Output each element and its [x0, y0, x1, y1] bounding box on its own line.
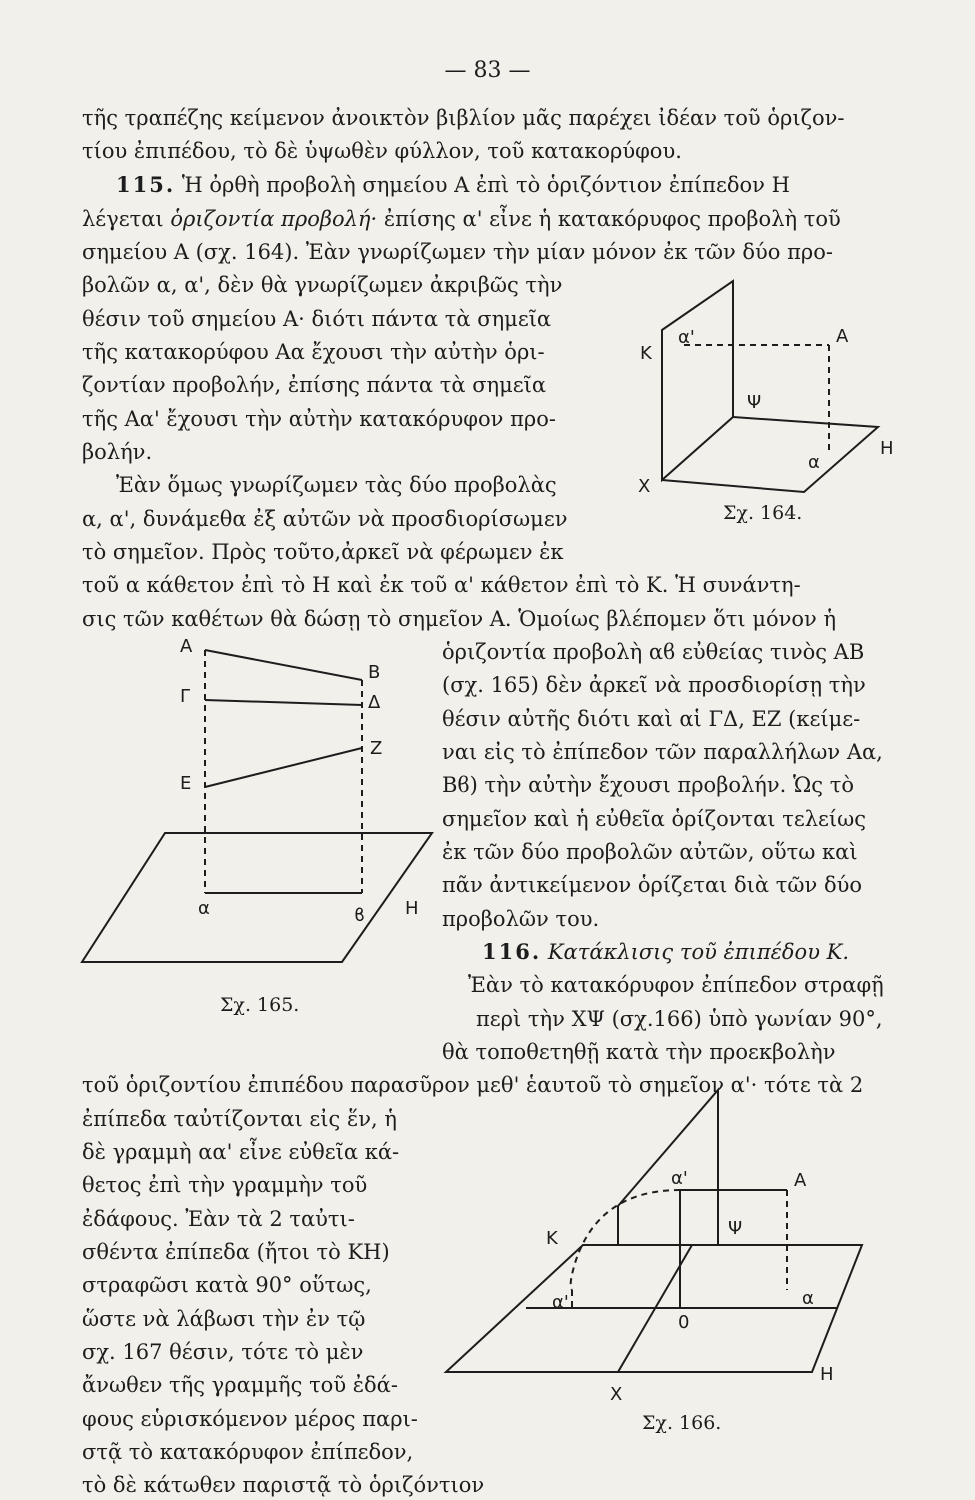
fig165-label-d: Δ [368, 692, 381, 713]
text-line: στᾷ τὸ κατακόρυφον ἐπίπεδον, [82, 1440, 414, 1464]
text-line: ζοντίαν προβολήν, ἐπίσης πάντα τὰ σημεῖα [82, 373, 547, 397]
text-line: Βϐ) τὴν αὐτὴν ἔχουσι προβολήν. Ὡς τὸ [442, 773, 854, 797]
fig164-label-psi: Ψ [747, 392, 762, 413]
section-115-number: 115. [116, 172, 176, 197]
fig164-label-h: Η [880, 438, 894, 459]
text-line: βολῶν α, α', δὲν θὰ γνωρίζωμεν ἀκριβῶς τὴν [82, 273, 563, 297]
fig166-label-a-prime-top: α' [671, 1168, 688, 1189]
fig166-label-psi: Ψ [728, 1218, 743, 1239]
text-line: ἐκ τῶν δύο προβολῶν αὐτῶν, οὕτω καὶ [442, 840, 858, 864]
fig166-label-a-upper: Α [794, 1170, 807, 1191]
text-line: πᾶν ἀντικείμενον ὁρίζεται διὰ τῶν δύο [442, 873, 862, 897]
fig165-label-e: Ε [180, 773, 192, 794]
text-line: τῆς Αα' ἔχουσι τὴν αὐτὴν κατακόρυφον προ- [82, 407, 556, 431]
text-line: ἄνωθεν τῆς γραμμῆς τοῦ ἐδά- [82, 1373, 398, 1397]
fig165-label-a-lower: α [198, 898, 210, 919]
text-line: ὁριζοντία προβολὴ αϐ εὐθείας τινὸς ΑΒ [442, 640, 865, 664]
fig164-caption: Σχ. 164. [723, 502, 803, 524]
fig164-label-k: Κ [640, 343, 652, 364]
text-line: σημεῖον καὶ ἡ εὐθεῖα ὁρίζονται τελείως [442, 807, 867, 831]
fig166-label-h: Η [820, 1364, 834, 1385]
fig165-label-b-lower: ϐ [354, 905, 366, 926]
text-line: προβολῶν του. [442, 907, 600, 931]
text-line: Ἐὰν τὸ κατακόρυφον ἐπίπεδον στραφῇ [468, 973, 884, 997]
text-line: τοῦ ὁριζοντίου ἐπιπέδου παρασῦρον μεθ' ἑαυτοῦ τὸ σημεῖον α'· τότε τὰ 2 [82, 1073, 864, 1097]
text-line: ὥστε νὰ λάβωσι τὴν ἐν τῷ [82, 1307, 366, 1331]
text-line: θέσιν τοῦ σημείου Α· διότι πάντα τὰ σημεῖα [82, 307, 552, 331]
text-span: ἐπίσης α' εἶνε ἡ κατακόρυφος προβολὴ τοῦ [377, 207, 841, 231]
fig165-label-b: Β [368, 662, 381, 683]
text-line: τοῦ α κάθετον ἐπὶ τὸ Η καὶ ἐκ τοῦ α' κάθετον ἐπὶ τὸ Κ. Ἡ συνάντη- [82, 573, 801, 597]
text-line: φους εὑρισκόμενον μέρος παρι- [82, 1407, 418, 1431]
fig166-label-x: Χ [610, 1384, 623, 1405]
text-line: τῆς τραπέζης κείμενον ἀνοικτὸν βιβλίον μᾶς παρέχει ἰδέαν τοῦ ὁριζον- [82, 106, 845, 130]
fig166-rotation-arc [571, 1190, 680, 1290]
text-line: τὸ δὲ κάτωθεν παριστᾷ τὸ ὁριζόντιον [82, 1473, 485, 1497]
text-line: σις τῶν καθέτων θὰ δώσῃ τὸ σημεῖον Α. Ὁμοίως βλέπομεν ὅτι μόνον ἡ [82, 607, 837, 631]
text-line: στραφῶσι κατὰ 90° οὕτως, [82, 1273, 372, 1297]
text-line: τὸ σημεῖον. Πρὸς τοῦτο,ἀρκεῖ νὰ φέρωμεν ἐκ [82, 540, 564, 564]
fig164-label-a-upper: Α [836, 326, 849, 347]
fig166-caption: Σχ. 166. [642, 1412, 722, 1434]
fig164-label-a-prime: α' [678, 327, 695, 348]
fig165-label-a: Α [180, 636, 193, 657]
fig165-caption: Σχ. 165. [220, 994, 300, 1016]
text-line: θέσιν αὐτῆς διότι καὶ αἱ ΓΔ, ΕΖ (κείμε- [442, 707, 861, 731]
text-span: λέγεται [82, 207, 171, 231]
text-line: ναι εἰς τὸ ἐπίπεδον τῶν παραλλήλων Αα, [442, 740, 883, 764]
fig165-label-z: Ζ [370, 738, 383, 759]
text-line: α, α', δυνάμεθα ἐξ αὐτῶν νὰ προσδιορίσωμεν [82, 507, 568, 531]
text-line: τίου ἐπιπέδου, τὸ δὲ ὑψωθὲν φύλλον, τοῦ κατακορύφου. [82, 139, 682, 163]
fig166-label-a: α [802, 1288, 814, 1309]
text-line: τῆς κατακορύφου Αα ἔχουσι τὴν αὐτὴν ὁρι- [82, 340, 545, 364]
section-115-text: Ἡ ὀρθὴ προβολὴ σημείου Α ἐπὶ τὸ ὁριζόντιον ἐπίπεδον Η [181, 173, 790, 197]
fig166-label-a-prime-bottom: α' [552, 1292, 569, 1313]
fig164-label-a: α [808, 452, 820, 473]
text-line: σθέντα ἐπίπεδα (ἤτοι τὸ ΚΗ) [82, 1240, 390, 1264]
text-line: θὰ τοποθετηθῇ κατὰ τὴν προεκβολὴν [442, 1040, 836, 1064]
text-line: (σχ. 165) δὲν ἀρκεῖ νὰ προσδιορίσῃ τὴν [442, 673, 866, 697]
text-line: περὶ τὴν ΧΨ (σχ.166) ὑπὸ γωνίαν 90°, [476, 1007, 883, 1031]
fig166-vertical-plane [618, 1090, 718, 1245]
text-line: θετος ἐπὶ τὴν γραμμὴν τοῦ [82, 1173, 368, 1197]
fig165-label-g: Γ [180, 686, 191, 707]
fig164-label-x: Χ [638, 476, 651, 497]
text-line: ἐπίπεδα ταὐτίζονται εἰς ἕν, ἡ [82, 1107, 397, 1131]
text-line: ἐδάφους. Ἐὰν τὰ 2 ταὐτι- [82, 1207, 355, 1231]
text-line: Ἐὰν ὅμως γνωρίζωμεν τὰς δύο προβολὰς [116, 473, 557, 497]
text-line: σημείου Α (σχ. 164). Ἐὰν γνωρίζωμεν τὴν μίαν μόνον ἐκ τῶν δύο προ- [82, 240, 834, 264]
text-line: δὲ γραμμὴ αα' εἶνε εὐθεῖα κά- [82, 1140, 400, 1164]
section-116-number: 116. [482, 939, 542, 964]
fig165-label-h: Η [405, 898, 419, 919]
text-line: σχ. 167 θέσιν, τότε τὸ μὲν [82, 1340, 364, 1364]
section-116-title: Κατάκλισις τοῦ ἐπιπέδου Κ. [547, 940, 850, 964]
page-number: — 83 — [444, 58, 531, 83]
term-horizontal-projection: ὁριζοντία προβολή· [170, 207, 378, 231]
fig166-label-o: 0 [678, 1312, 690, 1333]
text-line: βολήν. [82, 440, 153, 464]
fig166-label-k: Κ [546, 1228, 558, 1249]
